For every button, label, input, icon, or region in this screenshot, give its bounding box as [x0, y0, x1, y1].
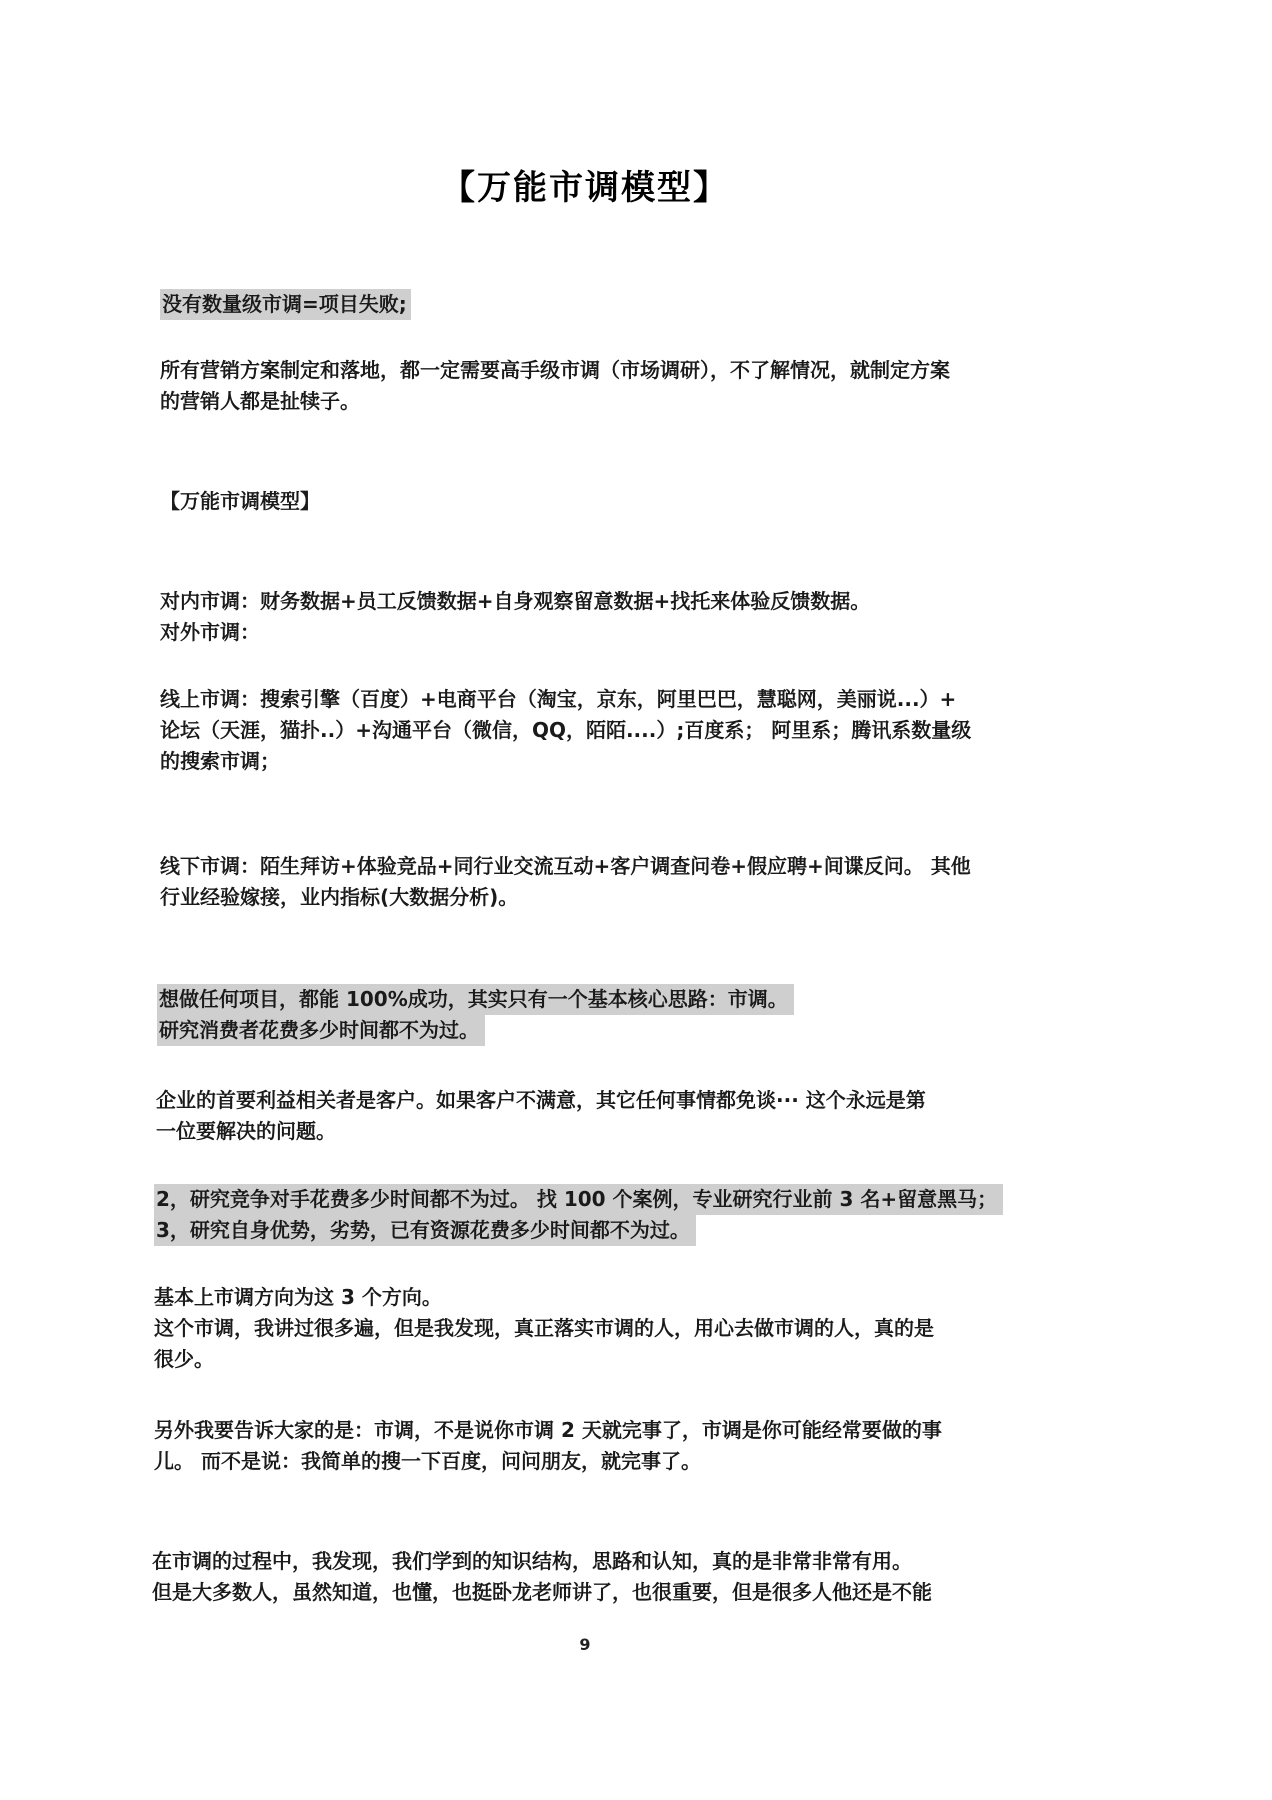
text-line: 很少。 [154, 1347, 214, 1371]
text-line: 基本上市调方向为这 3 个方向。 [154, 1285, 442, 1309]
text-line: 的营销人都是扯犊子。 [160, 389, 360, 413]
highlight-note-3 [154, 1184, 1003, 1246]
text-line: 这个市调，我讲过很多遍，但是我发现，真正落实市调的人，用心去做市调的人，真的是 [154, 1316, 934, 1340]
highlight-line: 3，研究自身优势，劣势，已有资源花费多少时间都不为过。 [154, 1215, 696, 1246]
customer-paragraph [156, 1085, 926, 1147]
directions-paragraph [154, 1282, 934, 1375]
text-line: 所有营销方案制定和落地，都一定需要高手级市调（市场调研），不了解情况，就制定方案 [160, 358, 950, 382]
online-research-paragraph [160, 684, 971, 777]
text-line: 一位要解决的问题。 [156, 1119, 336, 1143]
highlight-note-2 [157, 984, 794, 1046]
text-line: 论坛（天涯，猫扑..）+沟通平台（微信，QQ，陌陌....）;百度系； 阿里系；腾讯系数量级 [160, 718, 972, 742]
text-line: 线上市调：搜索引擎（百度）+电商平台（淘宝，京东，阿里巴巴，慧聪网，美丽说...）+ [160, 687, 957, 711]
text-line: 企业的首要利益相关者是客户。如果客户不满意，其它任何事情都免谈··· 这个永远是第 [156, 1088, 926, 1112]
text-line: 在市调的过程中，我发现，我们学到的知识结构，思路和认知，真的是非常非常有用。 [152, 1549, 912, 1573]
highlight-note-1 [160, 289, 411, 320]
highlight-line: 想做任何项目，都能 100%成功，其实只有一个基本核心思路：市调。 [157, 984, 794, 1015]
text-line: 另外我要告诉大家的是：市调，不是说你市调 2 天就完事了，市调是你可能经常要做的事 [154, 1418, 942, 1442]
text-line: 线下市调：陌生拜访+体验竞品+同行业交流互动+客户调查问卷+假应聘+间谍反问。 其他 [160, 854, 971, 878]
highlight-line: 研究消费者花费多少时间都不为过。 [157, 1015, 485, 1046]
text-line: 对内市调：财务数据+员工反馈数据+自身观察留意数据+找托来体验反馈数据。 [160, 589, 871, 613]
text-line: 对外市调： [160, 620, 260, 644]
page-number: 9 [579, 1635, 591, 1654]
highlight-line: 2，研究竞争对手花费多少时间都不为过。 找 100 个案例，专业研究行业前 3 名+留意黑马； [154, 1184, 1003, 1215]
text-line: 行业经验嫁接，业内指标(大数据分析)。 [160, 885, 519, 909]
text-line: 的搜索市调； [160, 749, 280, 773]
text-line: 但是大多数人，虽然知道，也懂，也挺卧龙老师讲了，也很重要，但是很多人他还是不能 [152, 1580, 932, 1604]
text-line: 儿。 而不是说：我简单的搜一下百度，问问朋友，就完事了。 [154, 1449, 701, 1473]
additional-note-paragraph [154, 1415, 942, 1477]
page-title: 【万能市调模型】 [441, 168, 729, 208]
intro-paragraph [160, 355, 950, 417]
highlight-text: 没有数量级市调=项目失败; [160, 289, 411, 320]
section-subtitle: 【万能市调模型】 [160, 489, 320, 513]
closing-paragraph [152, 1546, 932, 1608]
offline-research-paragraph [160, 851, 971, 913]
internal-external-paragraph [160, 586, 870, 648]
